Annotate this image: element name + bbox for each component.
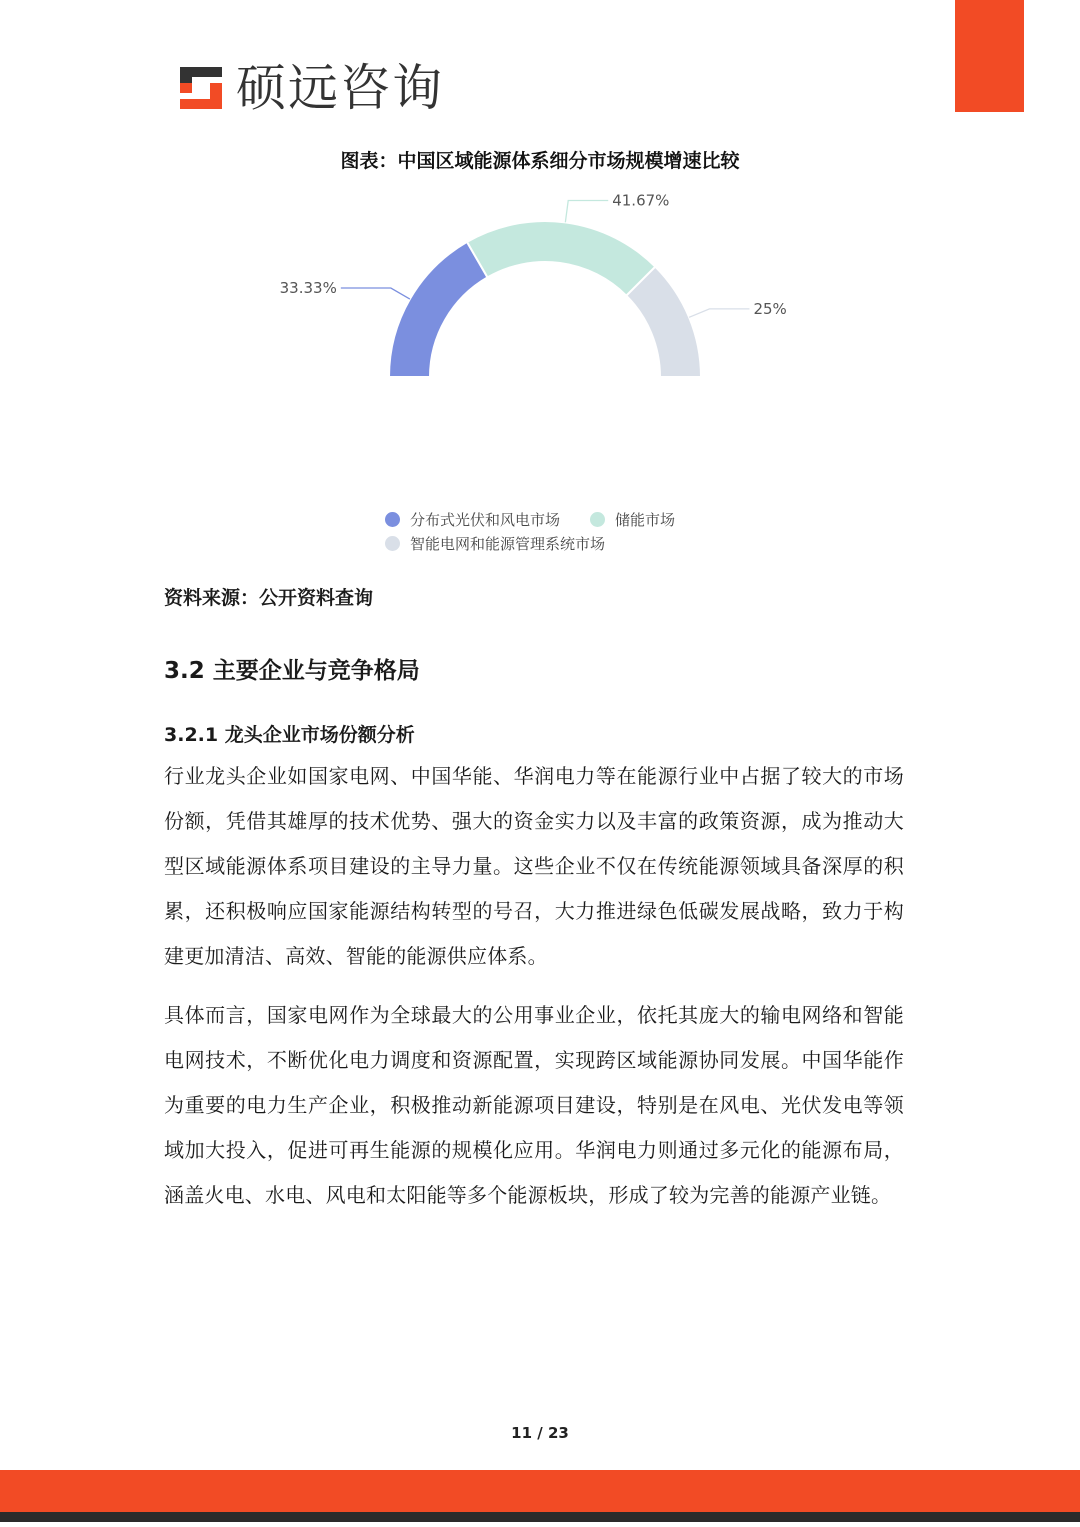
brand-name: 硕远咨询 <box>236 59 444 117</box>
footer-dark-line <box>0 1512 1080 1522</box>
legend-item-storage <box>590 509 675 530</box>
legend-label: 分布式光伏和风电市场 <box>410 510 561 529</box>
legend-item-smart-grid <box>385 533 605 554</box>
chart-legend <box>385 507 705 555</box>
donut-slice-0 <box>389 242 487 377</box>
half-donut-chart <box>0 180 1080 480</box>
data-source-note: 资料来源：公开资料查询 <box>164 587 374 609</box>
leader-line-2 <box>689 309 749 317</box>
body-paragraph-1: 行业龙头企业如国家电网、中国华能、华润电力等在能源行业中占据了较大的市场份额，凭借其雄厚的技术优势、强大的资金实力以及丰富的政策资源，成为推动大型区域能源体系项目建设的主导力量。这些企业不仅在传统能源领域具备深厚的积累，还积极响应国家能源结构转型的号召，大力推进绿色低碳发展战略，致力于构建更加清洁、高效、智能的能源供应体系。 <box>164 764 904 968</box>
legend-dot-icon <box>590 512 605 527</box>
donut-slice-2 <box>626 267 701 377</box>
legend-dot-icon <box>385 536 400 551</box>
leader-line-0 <box>341 288 410 299</box>
legend-label: 智能电网和能源管理系统市场 <box>410 534 606 553</box>
brand-logo <box>176 58 444 118</box>
s-mark-logo-icon <box>176 63 226 113</box>
slice-label-2: 25% <box>753 299 787 318</box>
legend-label: 储能市场 <box>615 510 676 529</box>
footer-accent-bar <box>0 1470 1080 1512</box>
donut-slice-1 <box>467 221 655 296</box>
corner-accent-tab <box>955 0 1024 112</box>
legend-item-distributed-pv-wind <box>385 509 560 530</box>
section-heading: 3.2 主要企业与竞争格局 <box>164 658 420 684</box>
page-number: 11 / 23 <box>511 1424 569 1442</box>
slice-label-1: 41.67% <box>612 191 670 210</box>
subsection-heading: 3.2.1 龙头企业市场份额分析 <box>164 724 415 746</box>
leader-line-1 <box>565 201 608 223</box>
chart-title: 图表：中国区域能源体系细分市场规模增速比较 <box>340 150 740 172</box>
body-paragraph-2: 具体而言，国家电网作为全球最大的公用事业企业，依托其庞大的输电网络和智能电网技术，不断优化电力调度和资源配置，实现跨区域能源协同发展。中国华能作为重要的电力生产企业，积极推动新能源项目建设，特别是在风电、光伏发电等领域加大投入，促进可再生能源的规模化应用。华润电力则通过多元化的能源布局，涵盖火电、水电、风电和太阳能等多个能源板块，形成了较为完善的能源产业链。 <box>164 1003 904 1207</box>
legend-dot-icon <box>385 512 400 527</box>
slice-label-0: 33.33% <box>279 279 337 298</box>
